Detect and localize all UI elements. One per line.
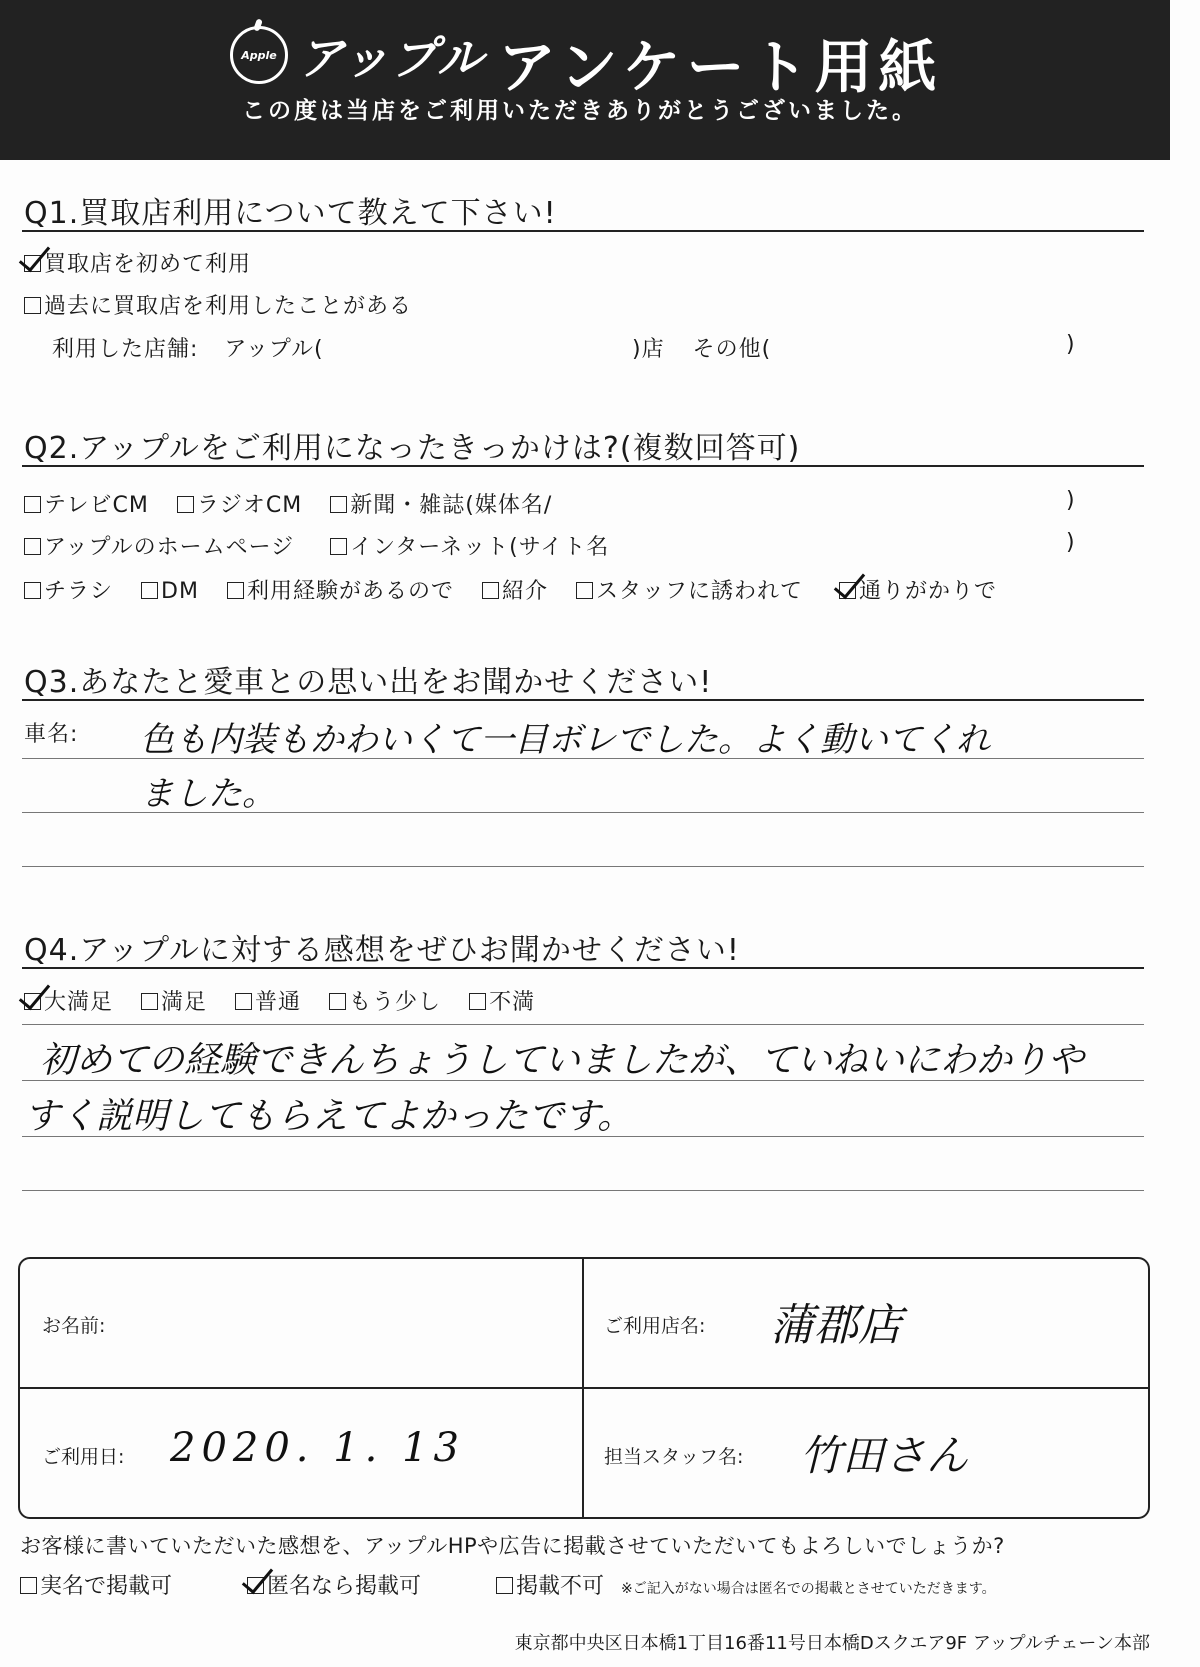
q2-rule [22,465,1144,467]
checkbox-icon[interactable] [141,993,158,1010]
q2-experience-label: 利用経験があるので [246,579,454,604]
q2-flyer-label: チラシ [44,579,114,604]
checkbox-icon[interactable] [177,496,194,513]
q2-referral-label: 紹介 [501,579,548,604]
checked-checkbox-icon[interactable] [247,1577,264,1594]
customer-info-box [18,1257,1150,1519]
checkbox-icon[interactable] [24,297,41,314]
q3-line2 [22,812,1144,813]
q4-satisfied-label: 満足 [161,990,208,1015]
q4-dissatisfied-label: 不満 [489,990,536,1015]
q2-row1 [24,488,572,519]
q4-rule [22,967,1144,969]
q2-title: Q2.アップルをご利用になったきっかけは?(複数回答可) [24,431,801,466]
form-subtitle: この度は当店をご利用いただきありがとうございました。 [242,98,918,124]
q3-line1 [22,758,1144,759]
checkbox-icon[interactable] [329,993,346,1010]
consent-not-allowed-label: 掲載不可 [516,1574,605,1599]
q4-line2 [22,1136,1144,1137]
q2-close1: ) [1066,488,1076,513]
consent-note: ※ご記入がない場合は匿名での掲載とさせていただきます。 [621,1581,996,1597]
store-used-label: 利用した店舗: [52,337,199,362]
logo-text: アップル [298,31,485,85]
checkbox-icon[interactable] [235,993,252,1010]
checkbox-icon[interactable] [576,582,593,599]
q3-line3 [22,866,1144,867]
publication-consent-question: お客様に書いていただいた感想を、アップルHPや広告に掲載させていただいてもよろしいでしょうか? [20,1534,1005,1558]
q1-option-first-time[interactable] [24,247,251,278]
form-title: アンケート用紙 [498,33,943,101]
checkbox-icon[interactable] [24,496,41,513]
q1-rule [22,230,1144,232]
consent-anonymous-label: 匿名なら掲載可 [267,1574,422,1599]
name-label: お名前: [42,1315,106,1337]
q3-rule [22,699,1144,701]
consent-real-name[interactable] [20,1574,172,1599]
checked-checkbox-icon[interactable] [839,582,856,599]
q1-option2-label: 過去に買取店を利用したことがある [44,294,413,319]
q2-option-referral[interactable] [482,579,548,604]
q3-answer-line2: ました。 [140,774,276,814]
q2-option-flyer[interactable] [24,579,113,604]
staff-name-field[interactable]: 竹田さん [800,1431,969,1480]
checkbox-icon[interactable] [24,538,41,555]
q4-very-satisfied-label: 大満足 [44,990,114,1015]
other-store-open: その他( [692,337,772,362]
checkbox-icon[interactable] [24,582,41,599]
staff-name-label: 担当スタッフ名: [604,1446,744,1468]
q4-option-satisfied[interactable] [141,990,207,1015]
q2-option-radio[interactable] [177,493,302,518]
checkbox-icon[interactable] [330,538,347,555]
q2-close2: ) [1066,530,1076,555]
q4-options [24,985,555,1016]
q2-option-newspaper[interactable] [330,493,552,518]
q4-option-little-more[interactable] [329,990,441,1015]
checkbox-icon[interactable] [469,993,486,1010]
usage-date-label: ご利用日: [42,1446,125,1468]
q4-line3 [22,1190,1144,1191]
q3-title: Q3.あなたと愛車との思い出をお聞かせください! [24,665,713,700]
q2-passing-label: 通りがかりで [858,579,997,604]
checked-checkbox-icon[interactable] [24,255,41,272]
consent-anonymous[interactable] [247,1574,421,1599]
q3-answer-line1: 色も内装もかわいくて一目ボレでした。よく動いてくれ [140,720,990,760]
publication-consent-options [20,1569,996,1600]
checkbox-icon[interactable] [141,582,158,599]
apple-logo-icon: Apple [230,26,288,84]
q2-dm-label: DM [161,579,199,604]
q2-internet-label: インターネット(サイト名 [350,535,610,560]
q2-option-passing[interactable] [839,579,997,604]
q1-store-close [632,332,771,363]
q2-newspaper-label: 新聞・雑誌(媒体名/ [350,493,553,518]
q2-option-homepage[interactable] [24,535,294,560]
store-name-field[interactable]: 蒲郡店 [770,1300,902,1351]
q4-answer-line1: 初めての経験できんちょうしていましたが、ていねいにわかりや [40,1040,1085,1081]
info-divider-horizontal [20,1387,1148,1389]
q4-answer-line2: すく説明してもらえてよかったです。 [24,1096,634,1137]
q1-option-used-before[interactable] [24,289,412,320]
checkbox-icon[interactable] [330,496,347,513]
q2-option-dm[interactable] [141,579,199,604]
form-header [0,0,1170,160]
q2-option-staff[interactable] [576,579,803,604]
q2-option-experience[interactable] [227,579,454,604]
q1-title: Q1.買取店利用について教えて下さい! [24,196,557,231]
car-name-label: 車名: [24,722,79,747]
apple-store-open: アップル( [224,337,324,362]
q2-radio-label: ラジオCM [196,493,303,518]
consent-not-allowed[interactable] [496,1574,604,1599]
q4-normal-label: 普通 [255,990,302,1015]
q4-option-very-satisfied[interactable] [24,990,113,1015]
q1-option1-label: 買取店を初めて利用 [44,252,252,277]
q2-option-tv[interactable] [24,493,149,518]
checkbox-icon[interactable] [227,582,244,599]
q2-option-internet[interactable] [330,535,609,560]
q2-staff-label: スタッフに誘われて [595,579,803,604]
checkbox-icon[interactable] [482,582,499,599]
q4-title: Q4.アップルに対する感想をぜひお聞かせください! [24,933,740,968]
q2-row3 [24,574,997,605]
q2-tv-label: テレビCM [44,493,149,518]
q1-other-close: ) [1066,332,1076,357]
q2-row2 [24,530,629,561]
brand-logo [230,22,485,88]
q4-option-dissatisfied[interactable] [469,990,535,1015]
q4-line0 [22,1024,1144,1025]
store-close-label: )店 [632,337,665,362]
store-name-label: ご利用店名: [604,1315,706,1337]
checkbox-icon[interactable] [496,1577,513,1594]
q1-store-row [52,332,324,363]
q4-option-normal[interactable] [235,990,301,1015]
consent-real-name-label: 実名で掲載可 [40,1574,173,1599]
checked-checkbox-icon[interactable] [24,993,41,1010]
checkbox-icon[interactable] [20,1577,37,1594]
headquarters-address: 東京都中央区日本橋1丁目16番11号日本橋Dスクエア9F アップルチェーン本部 [514,1633,1150,1654]
q4-line1 [22,1080,1144,1081]
q2-homepage-label: アップルのホームページ [44,535,295,560]
q4-little-more-label: もう少し [349,990,442,1015]
usage-date-field[interactable]: 2020. 1. 13 [170,1425,466,1471]
